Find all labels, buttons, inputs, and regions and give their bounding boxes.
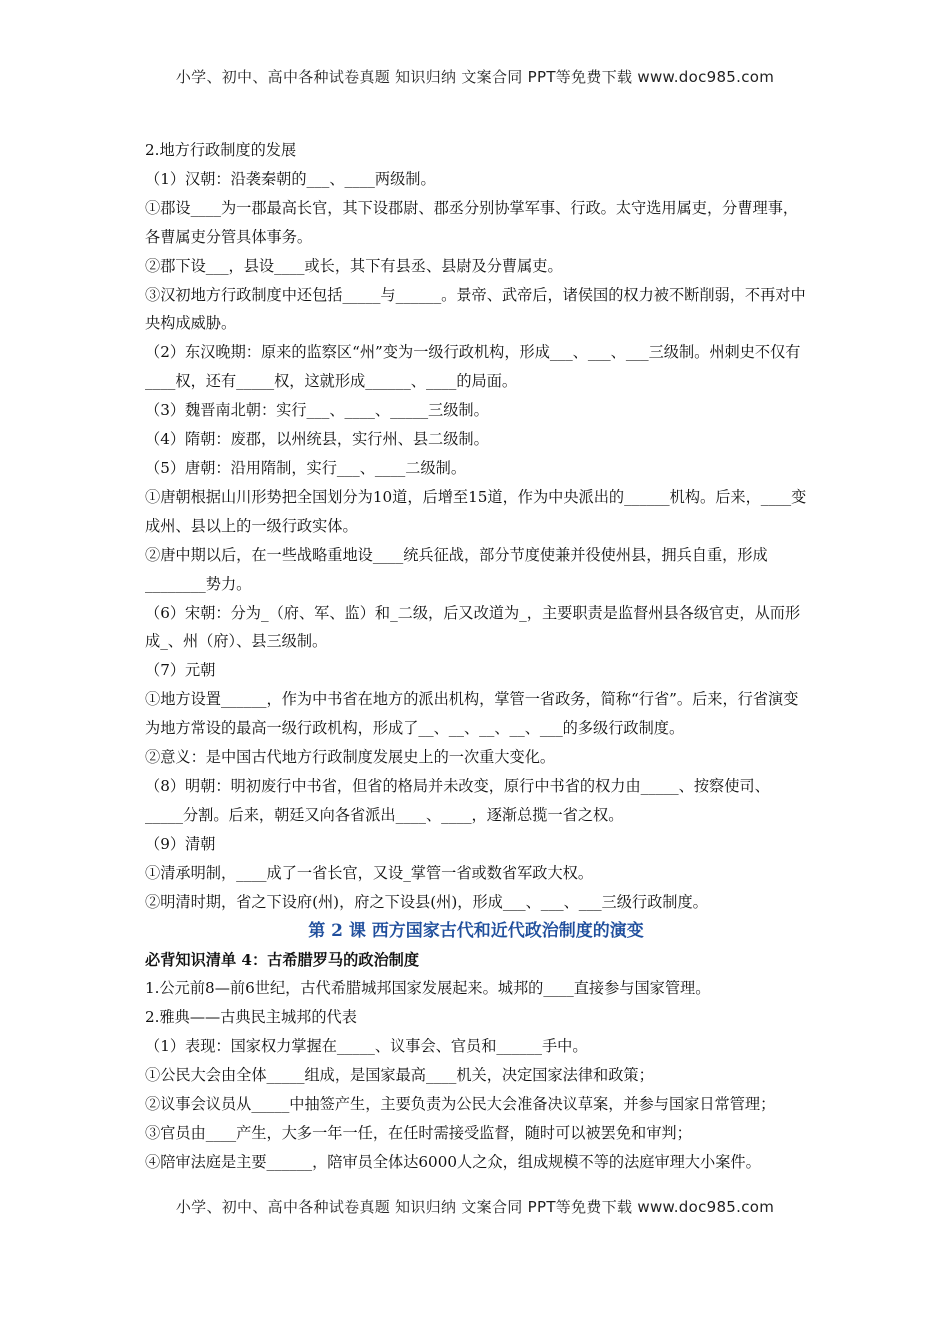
item-yuan: （7）元朝 [145,661,216,680]
item-han: （1）汉朝：沿袭秦朝的___、____两级制。 [145,169,436,188]
item-qing-1: ①清承明制，____成了一省长官，又设_掌管一省或数省军政大权。 [145,863,594,882]
item-tang: （5）唐朝：沿用隋制，实行___、____二级制。 [145,458,467,477]
item-athens-expression: （1）表现：国家权力掌握在_____、议事会、官员和______手中。 [145,1037,588,1056]
lesson-title: 第 2 课 西方国家古代和近代政治制度的演变 [308,921,644,942]
section-title: 必背知识清单 4：古希腊罗马的政治制度 [145,951,420,970]
item-athens-1: ①公民大会由全体_____组成，是国家最高____机关，决定国家法律和政策； [145,1066,654,1085]
item-wei-jin: （3）魏晋南北朝：实行___、____、_____三级制。 [145,401,489,420]
item-yuan-2: ②意义：是中国古代地方行政制度发展史上的一次重大变化。 [145,748,556,767]
item-athens-2: ②议事会议员从_____中抽签产生，主要负责为公民大会准备决议草案，并参与国家日常管理； [145,1095,776,1114]
page-footer-banner: 小学、初中、高中各种试卷真题 知识归纳 文案合同 PPT等免费下载 www.doc985.com [175,1198,775,1216]
item-qing-2: ②明清时期，省之下设府(州)，府之下设县(州)，形成___、___、___三级行政制度。 [145,892,708,911]
item-eastern-han: （2）东汉晚期：原来的监察区“州”变为一级行政机构，形成___、___、___三级制。州刺史不仅有____权，还有_____权，这就形成______、____的局面。 [145,343,801,391]
document-body [145,136,807,1177]
item-athens: 2.雅典——古典民主城邦的代表 [145,1008,357,1027]
item-athens-3: ③官员由____产生，大多一年一任，在任时需接受监督，随时可以被罢免和审判； [145,1124,692,1142]
item-han-2: ②郡下设___，县设____或长，其下有县丞、县尉及分曹属吏。 [145,256,563,275]
item-yuan-1: ①地方设置______，作为中书省在地方的派出机构，掌管一省政务，简称“行省”。后来，行省演变为地方常设的最高一级行政机构，形成了__、__、__、__、___的多级行政制度。 [145,690,799,738]
item-qing: （9）清朝 [145,834,216,853]
item-han-1: ①郡设____为一郡最高长官，其下设郡尉、郡丞分别协掌军事、行政。太守选用属吏，分曹理事，各曹属吏分管具体事务。 [145,198,799,246]
item-tang-1: ①唐朝根据山川形势把全国划分为10道，后增至15道，作为中央派出的______机构。后来，____变成州、县以上的一级行政实体。 [145,487,807,535]
item-athens-4: ④陪审法庭是主要______，陪审员全体达6000人之众，组成规模不等的法庭审理大小案件。 [145,1152,761,1171]
item-song: （6）宋朝：分为_（府、军、监）和_二级，后又改道为_，主要职责是监督州县各级官吏，从而形成_、州（府）、县三级制。 [145,603,801,651]
heading-local-admin: 2.地方行政制度的发展 [145,141,297,159]
item-tang-2: ②唐中期以后，在一些战略重地设____统兵征战，部分节度使兼并役使州县，拥兵自重，形成________势力。 [145,545,768,593]
page-header-banner: 小学、初中、高中各种试卷真题 知识归纳 文案合同 PPT等免费下载 www.doc985.com [175,68,775,86]
item-han-3: ③汉初地方行政制度中还包括_____与______。景帝、武帝后，诸侯国的权力被不断削弱，不再对中央构成威胁。 [145,285,806,333]
item-greek-1: 1.公元前8—前6世纪，古代希腊城邦国家发展起来。城邦的____直接参与国家管理。 [145,979,711,998]
item-ming: （8）明朝：明初废行中书省，但省的格局并未改变，原行中书省的权力由_____、按察使司、_____分割。后来，朝廷又向各省派出____、____，逐渐总揽一省之权。 [145,776,770,824]
item-sui: （4）隋朝：废郡，以州统县，实行州、县二级制。 [145,430,489,449]
